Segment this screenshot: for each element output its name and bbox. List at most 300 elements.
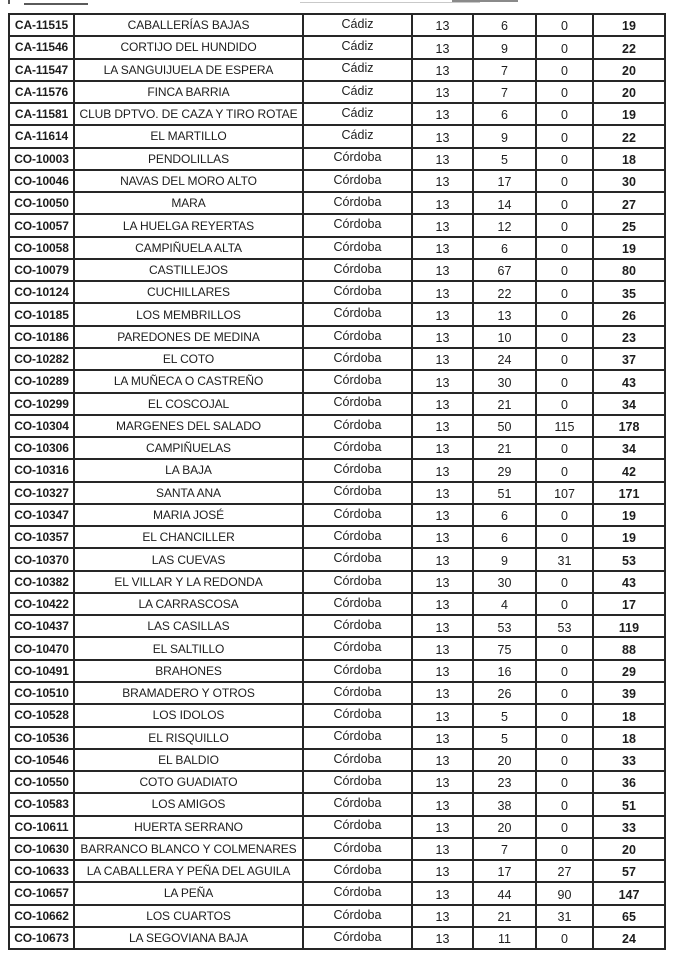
table-row xyxy=(10,260,666,282)
total-cell: 178 xyxy=(594,416,666,438)
province-cell: Córdoba xyxy=(304,304,413,326)
total-cell: 43 xyxy=(594,371,666,393)
value1-cell: 24 xyxy=(474,349,537,371)
value1-cell: 21 xyxy=(474,906,537,928)
code-cell: CO-10046 xyxy=(10,171,75,193)
code-cell: CO-10316 xyxy=(10,460,75,482)
scan-artifact-line xyxy=(452,0,518,2)
total-cell: 23 xyxy=(594,327,666,349)
code-cell: CO-10630 xyxy=(10,839,75,861)
base-value-cell: 13 xyxy=(413,705,474,727)
value1-cell: 26 xyxy=(474,683,537,705)
province-cell: Córdoba xyxy=(304,705,413,727)
total-cell: 18 xyxy=(594,149,666,171)
code-cell: CO-10528 xyxy=(10,705,75,727)
code-cell: CO-10058 xyxy=(10,238,75,260)
value1-cell: 6 xyxy=(474,15,537,37)
base-value-cell: 13 xyxy=(413,260,474,282)
value2-cell: 0 xyxy=(537,460,594,482)
base-value-cell: 13 xyxy=(413,238,474,260)
table-row xyxy=(10,238,666,260)
table-row xyxy=(10,616,666,638)
name-cell: LA CABALLERA Y PEÑA DEL AGUILA xyxy=(75,861,304,883)
name-cell: BRAHONES xyxy=(75,661,304,683)
table-row xyxy=(10,483,666,505)
value1-cell: 67 xyxy=(474,260,537,282)
code-cell: CO-10382 xyxy=(10,572,75,594)
base-value-cell: 13 xyxy=(413,416,474,438)
name-cell: FINCA BARRIA xyxy=(75,82,304,104)
code-cell: CO-10050 xyxy=(10,193,75,215)
total-cell: 20 xyxy=(594,60,666,82)
value1-cell: 9 xyxy=(474,126,537,148)
value1-cell: 21 xyxy=(474,438,537,460)
value2-cell: 0 xyxy=(537,438,594,460)
base-value-cell: 13 xyxy=(413,661,474,683)
province-cell: Córdoba xyxy=(304,260,413,282)
province-cell: Cádiz xyxy=(304,82,413,104)
base-value-cell: 13 xyxy=(413,549,474,571)
table-row xyxy=(10,304,666,326)
name-cell: LA PEÑA xyxy=(75,883,304,905)
code-cell: CO-10347 xyxy=(10,505,75,527)
value2-cell: 0 xyxy=(537,728,594,750)
province-cell: Córdoba xyxy=(304,616,413,638)
province-cell: Córdoba xyxy=(304,483,413,505)
value1-cell: 30 xyxy=(474,371,537,393)
base-value-cell: 13 xyxy=(413,750,474,772)
total-cell: 17 xyxy=(594,594,666,616)
table-row xyxy=(10,82,666,104)
name-cell: LA SEGOVIANA BAJA xyxy=(75,928,304,950)
value2-cell: 0 xyxy=(537,304,594,326)
code-cell: CA-11546 xyxy=(10,37,75,59)
province-cell: Córdoba xyxy=(304,171,413,193)
table-row xyxy=(10,416,666,438)
value2-cell: 0 xyxy=(537,928,594,950)
base-value-cell: 13 xyxy=(413,861,474,883)
total-cell: 20 xyxy=(594,839,666,861)
table-row xyxy=(10,750,666,772)
total-cell: 37 xyxy=(594,349,666,371)
base-value-cell: 13 xyxy=(413,371,474,393)
total-cell: 42 xyxy=(594,460,666,482)
name-cell: EL RISQUILLO xyxy=(75,728,304,750)
value1-cell: 7 xyxy=(474,60,537,82)
name-cell: HUERTA SERRANO xyxy=(75,817,304,839)
total-cell: 24 xyxy=(594,928,666,950)
table-row xyxy=(10,594,666,616)
name-cell: LAS CUEVAS xyxy=(75,549,304,571)
value1-cell: 29 xyxy=(474,460,537,482)
table-row xyxy=(10,772,666,794)
name-cell: MARIA JOSÉ xyxy=(75,505,304,527)
name-cell: PENDOLILLAS xyxy=(75,149,304,171)
base-value-cell: 13 xyxy=(413,460,474,482)
base-value-cell: 13 xyxy=(413,394,474,416)
scan-artifact-faint-line xyxy=(300,2,480,3)
table-row xyxy=(10,215,666,237)
name-cell: EL BALDIO xyxy=(75,750,304,772)
value2-cell: 107 xyxy=(537,483,594,505)
code-cell: CO-10370 xyxy=(10,549,75,571)
province-cell: Córdoba xyxy=(304,282,413,304)
name-cell: MARGENES DEL SALADO xyxy=(75,416,304,438)
value2-cell: 27 xyxy=(537,861,594,883)
value2-cell: 0 xyxy=(537,527,594,549)
table-row xyxy=(10,527,666,549)
table-row xyxy=(10,149,666,171)
value2-cell: 0 xyxy=(537,126,594,148)
value2-cell: 0 xyxy=(537,104,594,126)
code-cell: CO-10306 xyxy=(10,438,75,460)
code-cell: CO-10583 xyxy=(10,794,75,816)
code-cell: CO-10673 xyxy=(10,928,75,950)
name-cell: BARRANCO BLANCO Y COLMENARES xyxy=(75,839,304,861)
province-cell: Córdoba xyxy=(304,772,413,794)
total-cell: 39 xyxy=(594,683,666,705)
name-cell: LA SANGUIJUELA DE ESPERA xyxy=(75,60,304,82)
province-cell: Córdoba xyxy=(304,549,413,571)
value1-cell: 10 xyxy=(474,327,537,349)
province-cell: Córdoba xyxy=(304,349,413,371)
base-value-cell: 13 xyxy=(413,817,474,839)
table-row xyxy=(10,861,666,883)
table-row xyxy=(10,883,666,905)
value1-cell: 20 xyxy=(474,817,537,839)
value1-cell: 44 xyxy=(474,883,537,905)
name-cell: LOS MEMBRILLOS xyxy=(75,304,304,326)
province-cell: Córdoba xyxy=(304,193,413,215)
value2-cell: 0 xyxy=(537,193,594,215)
table-row xyxy=(10,817,666,839)
code-cell: CO-10304 xyxy=(10,416,75,438)
value1-cell: 21 xyxy=(474,394,537,416)
province-cell: Córdoba xyxy=(304,149,413,171)
value2-cell: 0 xyxy=(537,149,594,171)
name-cell: CAMPIÑUELA ALTA xyxy=(75,238,304,260)
table-row xyxy=(10,839,666,861)
code-cell: CO-10185 xyxy=(10,304,75,326)
name-cell: NAVAS DEL MORO ALTO xyxy=(75,171,304,193)
table-row xyxy=(10,394,666,416)
value1-cell: 17 xyxy=(474,171,537,193)
code-cell: CO-10611 xyxy=(10,817,75,839)
province-cell: Córdoba xyxy=(304,371,413,393)
total-cell: 26 xyxy=(594,304,666,326)
name-cell: EL COSCOJAL xyxy=(75,394,304,416)
base-value-cell: 13 xyxy=(413,15,474,37)
value2-cell: 0 xyxy=(537,282,594,304)
value1-cell: 6 xyxy=(474,238,537,260)
code-cell: CA-11576 xyxy=(10,82,75,104)
scan-artifact-line xyxy=(24,3,88,5)
table-row xyxy=(10,661,666,683)
name-cell: CLUB DPTVO. DE CAZA Y TIRO ROTAE xyxy=(75,104,304,126)
code-cell: CO-10633 xyxy=(10,861,75,883)
base-value-cell: 13 xyxy=(413,438,474,460)
value2-cell: 0 xyxy=(537,661,594,683)
province-cell: Córdoba xyxy=(304,906,413,928)
table-row xyxy=(10,171,666,193)
table-row xyxy=(10,37,666,59)
value2-cell: 0 xyxy=(537,371,594,393)
value1-cell: 9 xyxy=(474,549,537,571)
table-row xyxy=(10,349,666,371)
name-cell: PAREDONES DE MEDINA xyxy=(75,327,304,349)
province-cell: Córdoba xyxy=(304,728,413,750)
code-cell: CO-10470 xyxy=(10,638,75,660)
table-row xyxy=(10,15,666,37)
code-cell: CO-10510 xyxy=(10,683,75,705)
name-cell: LOS IDOLOS xyxy=(75,705,304,727)
province-cell: Córdoba xyxy=(304,817,413,839)
province-cell: Córdoba xyxy=(304,416,413,438)
code-cell: CO-10662 xyxy=(10,906,75,928)
total-cell: 33 xyxy=(594,750,666,772)
value1-cell: 11 xyxy=(474,928,537,950)
value1-cell: 75 xyxy=(474,638,537,660)
total-cell: 36 xyxy=(594,772,666,794)
value2-cell: 90 xyxy=(537,883,594,905)
table-row xyxy=(10,683,666,705)
name-cell: EL VILLAR Y LA REDONDA xyxy=(75,572,304,594)
value2-cell: 0 xyxy=(537,750,594,772)
value1-cell: 7 xyxy=(474,839,537,861)
province-cell: Córdoba xyxy=(304,438,413,460)
value1-cell: 5 xyxy=(474,728,537,750)
base-value-cell: 13 xyxy=(413,149,474,171)
name-cell: LAS CASILLAS xyxy=(75,616,304,638)
base-value-cell: 13 xyxy=(413,839,474,861)
value1-cell: 7 xyxy=(474,82,537,104)
table-row xyxy=(10,572,666,594)
province-cell: Córdoba xyxy=(304,527,413,549)
code-cell: CA-11581 xyxy=(10,104,75,126)
base-value-cell: 13 xyxy=(413,104,474,126)
name-cell: CAMPIÑUELAS xyxy=(75,438,304,460)
total-cell: 30 xyxy=(594,171,666,193)
total-cell: 43 xyxy=(594,572,666,594)
code-cell: CA-11547 xyxy=(10,60,75,82)
table-row xyxy=(10,327,666,349)
province-cell: Córdoba xyxy=(304,750,413,772)
table-row xyxy=(10,460,666,482)
total-cell: 119 xyxy=(594,616,666,638)
value2-cell: 0 xyxy=(537,638,594,660)
total-cell: 27 xyxy=(594,193,666,215)
code-cell: CA-11515 xyxy=(10,15,75,37)
value2-cell: 0 xyxy=(537,15,594,37)
total-cell: 80 xyxy=(594,260,666,282)
value2-cell: 0 xyxy=(537,349,594,371)
table-row xyxy=(10,282,666,304)
name-cell: LA CARRASCOSA xyxy=(75,594,304,616)
value2-cell: 0 xyxy=(537,772,594,794)
name-cell: LA BAJA xyxy=(75,460,304,482)
value1-cell: 6 xyxy=(474,104,537,126)
code-cell: CO-10327 xyxy=(10,483,75,505)
total-cell: 25 xyxy=(594,215,666,237)
value2-cell: 0 xyxy=(537,505,594,527)
base-value-cell: 13 xyxy=(413,794,474,816)
table-row xyxy=(10,549,666,571)
name-cell: CUCHILLARES xyxy=(75,282,304,304)
total-cell: 18 xyxy=(594,728,666,750)
province-cell: Córdoba xyxy=(304,327,413,349)
value2-cell: 0 xyxy=(537,171,594,193)
table-row xyxy=(10,705,666,727)
name-cell: EL SALTILLO xyxy=(75,638,304,660)
base-value-cell: 13 xyxy=(413,37,474,59)
value1-cell: 12 xyxy=(474,215,537,237)
province-cell: Córdoba xyxy=(304,928,413,950)
code-cell: CO-10079 xyxy=(10,260,75,282)
value1-cell: 17 xyxy=(474,861,537,883)
province-cell: Córdoba xyxy=(304,683,413,705)
base-value-cell: 13 xyxy=(413,928,474,950)
total-cell: 22 xyxy=(594,126,666,148)
base-value-cell: 13 xyxy=(413,728,474,750)
table-row xyxy=(10,906,666,928)
value1-cell: 51 xyxy=(474,483,537,505)
value1-cell: 50 xyxy=(474,416,537,438)
table-row xyxy=(10,193,666,215)
value2-cell: 0 xyxy=(537,594,594,616)
province-cell: Córdoba xyxy=(304,238,413,260)
table-row xyxy=(10,438,666,460)
province-cell: Córdoba xyxy=(304,861,413,883)
table-row xyxy=(10,371,666,393)
name-cell: LOS CUARTOS xyxy=(75,906,304,928)
total-cell: 19 xyxy=(594,15,666,37)
province-cell: Córdoba xyxy=(304,215,413,237)
table-row xyxy=(10,60,666,82)
value2-cell: 0 xyxy=(537,260,594,282)
province-cell: Córdoba xyxy=(304,638,413,660)
name-cell: COTO GUADIATO xyxy=(75,772,304,794)
code-cell: CO-10357 xyxy=(10,527,75,549)
total-cell: 19 xyxy=(594,238,666,260)
table-row xyxy=(10,126,666,148)
province-cell: Córdoba xyxy=(304,394,413,416)
value2-cell: 0 xyxy=(537,238,594,260)
province-cell: Cádiz xyxy=(304,37,413,59)
value2-cell: 0 xyxy=(537,394,594,416)
base-value-cell: 13 xyxy=(413,60,474,82)
scan-artifact-left-tick xyxy=(8,0,10,4)
total-cell: 19 xyxy=(594,505,666,527)
total-cell: 34 xyxy=(594,438,666,460)
code-cell: CO-10422 xyxy=(10,594,75,616)
base-value-cell: 13 xyxy=(413,616,474,638)
name-cell: CASTILLEJOS xyxy=(75,260,304,282)
province-cell: Córdoba xyxy=(304,572,413,594)
code-cell: CO-10657 xyxy=(10,883,75,905)
name-cell: CABALLERÍAS BAJAS xyxy=(75,15,304,37)
province-cell: Cádiz xyxy=(304,15,413,37)
total-cell: 19 xyxy=(594,104,666,126)
base-value-cell: 13 xyxy=(413,327,474,349)
base-value-cell: 13 xyxy=(413,193,474,215)
code-cell: CA-11614 xyxy=(10,126,75,148)
value1-cell: 23 xyxy=(474,772,537,794)
value2-cell: 0 xyxy=(537,37,594,59)
table-row xyxy=(10,505,666,527)
value2-cell: 31 xyxy=(537,549,594,571)
code-cell: CO-10546 xyxy=(10,750,75,772)
value1-cell: 16 xyxy=(474,661,537,683)
value2-cell: 0 xyxy=(537,683,594,705)
value1-cell: 5 xyxy=(474,149,537,171)
province-cell: Córdoba xyxy=(304,594,413,616)
base-value-cell: 13 xyxy=(413,527,474,549)
total-cell: 18 xyxy=(594,705,666,727)
province-cell: Cádiz xyxy=(304,104,413,126)
value1-cell: 6 xyxy=(474,527,537,549)
total-cell: 57 xyxy=(594,861,666,883)
base-value-cell: 13 xyxy=(413,282,474,304)
name-cell: BRAMADERO Y OTROS xyxy=(75,683,304,705)
province-cell: Córdoba xyxy=(304,661,413,683)
base-value-cell: 13 xyxy=(413,126,474,148)
total-cell: 171 xyxy=(594,483,666,505)
total-cell: 22 xyxy=(594,37,666,59)
table-row xyxy=(10,638,666,660)
value2-cell: 0 xyxy=(537,60,594,82)
value2-cell: 0 xyxy=(537,572,594,594)
records-table xyxy=(8,13,666,950)
total-cell: 88 xyxy=(594,638,666,660)
base-value-cell: 13 xyxy=(413,772,474,794)
total-cell: 33 xyxy=(594,817,666,839)
value1-cell: 9 xyxy=(474,37,537,59)
total-cell: 34 xyxy=(594,394,666,416)
code-cell: CO-10536 xyxy=(10,728,75,750)
name-cell: MARA xyxy=(75,193,304,215)
total-cell: 19 xyxy=(594,527,666,549)
base-value-cell: 13 xyxy=(413,349,474,371)
value2-cell: 0 xyxy=(537,839,594,861)
value1-cell: 38 xyxy=(474,794,537,816)
code-cell: CO-10282 xyxy=(10,349,75,371)
base-value-cell: 13 xyxy=(413,683,474,705)
name-cell: LOS AMIGOS xyxy=(75,794,304,816)
base-value-cell: 13 xyxy=(413,215,474,237)
value1-cell: 14 xyxy=(474,193,537,215)
value1-cell: 20 xyxy=(474,750,537,772)
province-cell: Córdoba xyxy=(304,794,413,816)
value1-cell: 4 xyxy=(474,594,537,616)
value2-cell: 115 xyxy=(537,416,594,438)
province-cell: Cádiz xyxy=(304,60,413,82)
value2-cell: 0 xyxy=(537,817,594,839)
code-cell: CO-10186 xyxy=(10,327,75,349)
value1-cell: 5 xyxy=(474,705,537,727)
province-cell: Córdoba xyxy=(304,460,413,482)
code-cell: CO-10491 xyxy=(10,661,75,683)
code-cell: CO-10003 xyxy=(10,149,75,171)
total-cell: 20 xyxy=(594,82,666,104)
base-value-cell: 13 xyxy=(413,483,474,505)
base-value-cell: 13 xyxy=(413,906,474,928)
value2-cell: 0 xyxy=(537,215,594,237)
base-value-cell: 13 xyxy=(413,304,474,326)
code-cell: CO-10437 xyxy=(10,616,75,638)
name-cell: EL MARTILLO xyxy=(75,126,304,148)
province-cell: Córdoba xyxy=(304,505,413,527)
total-cell: 51 xyxy=(594,794,666,816)
